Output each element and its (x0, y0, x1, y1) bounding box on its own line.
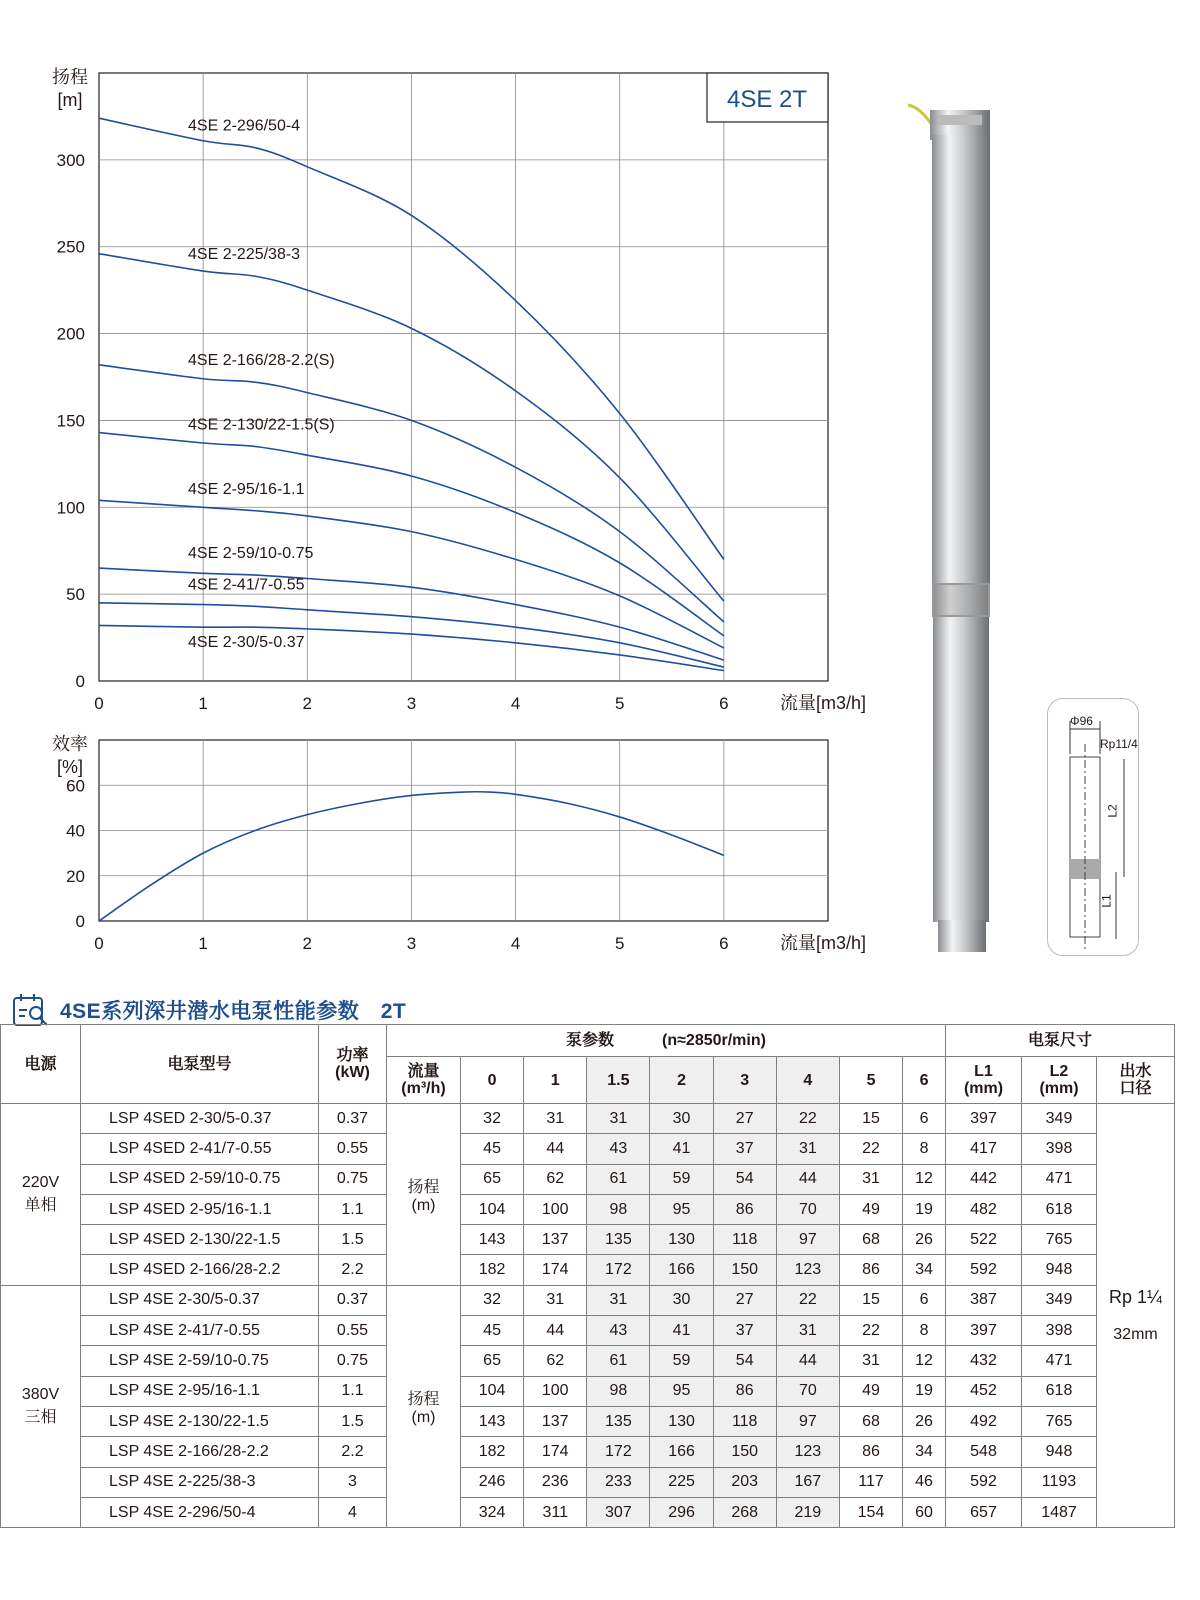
power-cell: 0.55 (319, 1316, 387, 1346)
head-value-cell: 86 (839, 1255, 902, 1285)
y-tick-label: 20 (66, 866, 85, 886)
head-value-cell: 19 (903, 1194, 946, 1224)
x-tick-label: 4 (510, 694, 521, 713)
calendar-search-icon (12, 993, 50, 1027)
model-cell: LSP 4SED 2-166/28-2.2 (81, 1255, 319, 1285)
thread-label: Rp11/4 (1100, 737, 1138, 751)
head-value-cell: 27 (713, 1285, 776, 1315)
voltage: 220V (21, 1173, 60, 1191)
head-value-cell: 324 (461, 1497, 524, 1527)
head-label-cell (387, 1285, 461, 1527)
head-label: 扬程 (407, 1178, 440, 1196)
head-value-cell: 12 (903, 1346, 946, 1376)
header-flow-value: 1 (524, 1057, 587, 1104)
model-cell: LSP 4SED 2-41/7-0.55 (81, 1134, 319, 1164)
header-flow-l2: (m³/h) (401, 1080, 446, 1097)
x-tick-label: 1 (198, 694, 208, 713)
dimension-cell: 618 (1022, 1376, 1097, 1406)
head-value-cell: 22 (839, 1316, 902, 1346)
x-tick-label: 3 (406, 934, 417, 953)
y-tick-label: 100 (56, 498, 85, 518)
curve-label: 4SE 2-166/28-2.2(S) (188, 352, 335, 370)
head-value-cell: 143 (461, 1225, 524, 1255)
x-tick-label: 5 (614, 694, 625, 713)
header-flow-value: 1.5 (587, 1057, 650, 1104)
dimension-cell: 657 (946, 1497, 1022, 1527)
x-axis-label: 流量[m3/h] (780, 693, 867, 713)
y-tick-label: 40 (66, 821, 85, 841)
model-cell: LSP 4SE 2-95/16-1.1 (81, 1376, 319, 1406)
head-value-cell: 26 (903, 1406, 946, 1436)
outlet-cell (1097, 1104, 1175, 1528)
header-l2-line2: (mm) (1039, 1080, 1079, 1097)
head-value-cell: 43 (587, 1316, 650, 1346)
header-l1 (946, 1057, 1022, 1104)
phase: 单相 (24, 1196, 57, 1214)
x-tick-label: 4 (510, 934, 521, 953)
head-value-cell: 268 (713, 1497, 776, 1527)
head-value-cell: 61 (587, 1346, 650, 1376)
dimension-cell: 948 (1022, 1437, 1097, 1467)
head-value-cell: 97 (776, 1225, 839, 1255)
model-cell: LSP 4SE 2-130/22-1.5 (81, 1406, 319, 1436)
head-value-cell: 95 (650, 1376, 713, 1406)
head-value-cell: 137 (524, 1225, 587, 1255)
power-cell: 1.1 (319, 1376, 387, 1406)
y-tick-label: 0 (75, 672, 85, 691)
head-value-cell: 22 (839, 1134, 902, 1164)
y-tick-label: 0 (75, 912, 85, 931)
l1-label: L1 (1099, 894, 1114, 908)
table-row (1, 1134, 1175, 1164)
head-value-cell: 98 (587, 1376, 650, 1406)
head-value-cell: 46 (903, 1467, 946, 1497)
head-unit: (m) (411, 1408, 436, 1426)
head-value-cell: 31 (587, 1104, 650, 1134)
head-value-cell: 182 (461, 1255, 524, 1285)
curve-label: 4SE 2-30/5-0.37 (188, 634, 305, 652)
head-value-cell: 8 (903, 1134, 946, 1164)
head-value-cell: 44 (776, 1346, 839, 1376)
head-value-cell: 65 (461, 1346, 524, 1376)
y-tick-label: 60 (66, 776, 85, 796)
pump-product-image (900, 95, 1010, 965)
efficiency-chart (0, 715, 900, 965)
head-value-cell: 62 (524, 1164, 587, 1194)
head-value-cell: 233 (587, 1467, 650, 1497)
head-value-cell: 166 (650, 1255, 713, 1285)
dimension-cell: 471 (1022, 1164, 1097, 1194)
head-value-cell: 59 (650, 1346, 713, 1376)
y-tick-label: 250 (56, 237, 85, 257)
head-value-cell: 68 (839, 1225, 902, 1255)
head-value-cell: 143 (461, 1406, 524, 1436)
dimension-cell: 442 (946, 1164, 1022, 1194)
dimension-cell: 432 (946, 1346, 1022, 1376)
header-dims: 电泵尺寸 (946, 1025, 1175, 1057)
head-value-cell: 130 (650, 1225, 713, 1255)
table-row (1, 1467, 1175, 1497)
model-cell: LSP 4SED 2-30/5-0.37 (81, 1104, 319, 1134)
curve-label: 4SE 2-41/7-0.55 (188, 576, 305, 594)
curve-label: 4SE 2-95/16-1.1 (188, 480, 305, 498)
head-value-cell: 26 (903, 1225, 946, 1255)
power-cell: 4 (319, 1497, 387, 1527)
header-flow-l1: 流量 (407, 1063, 440, 1080)
dimension-cell: 592 (946, 1255, 1022, 1285)
head-value-cell: 123 (776, 1255, 839, 1285)
head-value-cell: 22 (776, 1104, 839, 1134)
head-value-cell: 104 (461, 1376, 524, 1406)
table-row (1, 1285, 1175, 1315)
performance-table (0, 1024, 1175, 1528)
table-row (1, 1437, 1175, 1467)
head-value-cell: 135 (587, 1406, 650, 1436)
head-value-cell: 135 (587, 1225, 650, 1255)
model-cell: LSP 4SE 2-225/38-3 (81, 1467, 319, 1497)
y-axis-label-unit: [%] (56, 757, 84, 777)
header-flow-value: 4 (776, 1057, 839, 1104)
head-value-cell: 62 (524, 1346, 587, 1376)
dimension-cell: 417 (946, 1134, 1022, 1164)
curve-label: 4SE 2-296/50-4 (188, 117, 301, 135)
header-outlet-line1: 出水 (1119, 1063, 1152, 1080)
header-power-source: 电源 (1, 1025, 81, 1104)
head-value-cell: 104 (461, 1194, 524, 1224)
dimension-cell: 1193 (1022, 1467, 1097, 1497)
head-value-cell: 15 (839, 1285, 902, 1315)
l2-label: L2 (1105, 804, 1120, 818)
head-value-cell: 34 (903, 1255, 946, 1285)
diameter-label: Φ96 (1070, 714, 1093, 728)
head-value-cell: 296 (650, 1497, 713, 1527)
head-value-cell: 6 (903, 1285, 946, 1315)
head-value-cell: 172 (587, 1437, 650, 1467)
head-value-cell: 6 (903, 1104, 946, 1134)
head-value-cell: 15 (839, 1104, 902, 1134)
power-cell: 1.5 (319, 1225, 387, 1255)
header-flow-value: 5 (839, 1057, 902, 1104)
header-flow-value: 0 (461, 1057, 524, 1104)
power-cell: 3 (319, 1467, 387, 1497)
x-tick-label: 2 (302, 694, 313, 713)
header-model: 电泵型号 (81, 1025, 319, 1104)
header-power (319, 1025, 387, 1104)
header-power-l1: 功率 (336, 1047, 369, 1064)
dimension-cell: 618 (1022, 1194, 1097, 1224)
model-cell: LSP 4SE 2-30/5-0.37 (81, 1285, 319, 1315)
head-label: 扬程 (407, 1390, 440, 1408)
model-cell: LSP 4SE 2-41/7-0.55 (81, 1316, 319, 1346)
curve-label: 4SE 2-130/22-1.5(S) (188, 416, 335, 434)
dimension-cell: 492 (946, 1406, 1022, 1436)
model-cell: LSP 4SE 2-166/28-2.2 (81, 1437, 319, 1467)
model-cell: LSP 4SE 2-296/50-4 (81, 1497, 319, 1527)
head-unit: (m) (411, 1196, 436, 1214)
head-value-cell: 307 (587, 1497, 650, 1527)
head-value-cell: 60 (903, 1497, 946, 1527)
model-cell: LSP 4SED 2-59/10-0.75 (81, 1164, 319, 1194)
head-value-cell: 61 (587, 1164, 650, 1194)
head-value-cell: 167 (776, 1467, 839, 1497)
head-value-cell: 150 (713, 1437, 776, 1467)
curve-label: 4SE 2-225/38-3 (188, 246, 301, 264)
header-flow-value: 6 (903, 1057, 946, 1104)
head-value-cell: 150 (713, 1255, 776, 1285)
head-value-cell: 166 (650, 1437, 713, 1467)
head-value-cell: 219 (776, 1497, 839, 1527)
head-value-cell: 130 (650, 1406, 713, 1436)
head-value-cell: 31 (776, 1316, 839, 1346)
head-value-cell: 86 (713, 1194, 776, 1224)
power-cell: 2.2 (319, 1255, 387, 1285)
head-value-cell: 137 (524, 1406, 587, 1436)
dimension-cell: 387 (946, 1285, 1022, 1315)
header-pump-params: 泵参数 (n≈2850r/min) (387, 1025, 946, 1057)
dimension-cell: 349 (1022, 1104, 1097, 1134)
x-tick-label: 6 (719, 934, 729, 953)
power-cell: 1.1 (319, 1194, 387, 1224)
phase: 三相 (24, 1408, 57, 1426)
dimension-cell: 398 (1022, 1134, 1097, 1164)
power-cell: 0.37 (319, 1104, 387, 1134)
head-value-cell: 49 (839, 1194, 902, 1224)
chart-title: 4SE 2T (726, 86, 808, 113)
y-tick-label: 300 (56, 150, 85, 170)
x-tick-label: 3 (406, 694, 417, 713)
dimension-cell: 592 (946, 1467, 1022, 1497)
power-source-cell (1, 1285, 81, 1527)
head-value-cell: 203 (713, 1467, 776, 1497)
dimension-cell: 452 (946, 1376, 1022, 1406)
dimension-diagram (1047, 698, 1139, 956)
power-cell: 2.2 (319, 1437, 387, 1467)
head-flow-chart (0, 0, 900, 720)
table-row (1, 1255, 1175, 1285)
table-row (1, 1497, 1175, 1527)
table-row (1, 1225, 1175, 1255)
head-value-cell: 59 (650, 1164, 713, 1194)
curve-label: 4SE 2-59/10-0.75 (188, 545, 314, 563)
power-cell: 0.55 (319, 1134, 387, 1164)
head-value-cell: 236 (524, 1467, 587, 1497)
dimension-cell: 349 (1022, 1285, 1097, 1315)
head-value-cell: 118 (713, 1406, 776, 1436)
head-value-cell: 31 (839, 1164, 902, 1194)
model-cell: LSP 4SED 2-130/22-1.5 (81, 1225, 319, 1255)
head-value-cell: 123 (776, 1437, 839, 1467)
head-value-cell: 311 (524, 1497, 587, 1527)
head-value-cell: 54 (713, 1346, 776, 1376)
head-value-cell: 41 (650, 1134, 713, 1164)
x-tick-label: 0 (94, 934, 104, 953)
head-value-cell: 225 (650, 1467, 713, 1497)
x-tick-label: 1 (198, 934, 208, 953)
head-value-cell: 44 (776, 1164, 839, 1194)
head-value-cell: 22 (776, 1285, 839, 1315)
dimension-cell: 482 (946, 1194, 1022, 1224)
head-value-cell: 45 (461, 1316, 524, 1346)
head-value-cell: 32 (461, 1285, 524, 1315)
dimension-cell: 948 (1022, 1255, 1097, 1285)
head-value-cell: 45 (461, 1134, 524, 1164)
model-cell: LSP 4SED 2-95/16-1.1 (81, 1194, 319, 1224)
section-header (12, 993, 406, 1027)
head-value-cell: 41 (650, 1316, 713, 1346)
outlet-size: 32mm (1113, 1326, 1158, 1344)
y-tick-label: 150 (56, 411, 85, 431)
y-axis-label: 效率 (52, 734, 88, 754)
head-value-cell: 31 (587, 1285, 650, 1315)
head-value-cell: 182 (461, 1437, 524, 1467)
head-value-cell: 12 (903, 1164, 946, 1194)
dimension-cell: 1487 (1022, 1497, 1097, 1527)
header-l2-line1: L2 (1049, 1063, 1069, 1080)
y-tick-label: 200 (56, 324, 85, 344)
dimension-cell: 471 (1022, 1346, 1097, 1376)
head-value-cell: 70 (776, 1194, 839, 1224)
header-outlet (1097, 1057, 1175, 1104)
head-value-cell: 19 (903, 1376, 946, 1406)
header-l1-line1: L1 (974, 1063, 993, 1080)
table-row (1, 1164, 1175, 1194)
head-value-cell: 86 (839, 1437, 902, 1467)
outlet-thread: Rp 1¼ (1108, 1287, 1163, 1308)
table-row (1, 1376, 1175, 1406)
head-value-cell: 100 (524, 1194, 587, 1224)
header-flow-value: 2 (650, 1057, 713, 1104)
table-row (1, 1406, 1175, 1436)
head-value-cell: 172 (587, 1255, 650, 1285)
head-value-cell: 174 (524, 1255, 587, 1285)
head-value-cell: 95 (650, 1194, 713, 1224)
head-value-cell: 31 (524, 1285, 587, 1315)
header-power-l2: (kW) (335, 1064, 370, 1081)
head-value-cell: 246 (461, 1467, 524, 1497)
table-row (1, 1104, 1175, 1134)
header-flow-value: 3 (713, 1057, 776, 1104)
header-outlet-line2: 口径 (1119, 1080, 1152, 1097)
head-value-cell: 37 (713, 1316, 776, 1346)
header-l1-line2: (mm) (963, 1080, 1004, 1097)
head-value-cell: 154 (839, 1497, 902, 1527)
voltage: 380V (21, 1385, 60, 1403)
head-value-cell: 70 (776, 1376, 839, 1406)
head-value-cell: 8 (903, 1316, 946, 1346)
head-value-cell: 30 (650, 1104, 713, 1134)
section-title: 4SE系列深井潜水电泵性能参数 2T (60, 1000, 407, 1023)
head-value-cell: 27 (713, 1104, 776, 1134)
table-row (1, 1316, 1175, 1346)
power-cell: 0.37 (319, 1285, 387, 1315)
header-flow (387, 1057, 461, 1104)
head-value-cell: 54 (713, 1164, 776, 1194)
dimension-cell: 548 (946, 1437, 1022, 1467)
head-value-cell: 118 (713, 1225, 776, 1255)
x-tick-label: 0 (94, 694, 104, 713)
y-axis-label-unit: [m] (57, 90, 83, 110)
power-cell: 0.75 (319, 1164, 387, 1194)
power-source-cell (1, 1104, 81, 1286)
head-value-cell: 34 (903, 1437, 946, 1467)
x-tick-label: 6 (719, 694, 729, 713)
power-cell: 1.5 (319, 1406, 387, 1436)
head-value-cell: 37 (713, 1134, 776, 1164)
power-cell: 0.75 (319, 1346, 387, 1376)
table-row (1, 1194, 1175, 1224)
table-row (1, 1346, 1175, 1376)
head-value-cell: 31 (839, 1346, 902, 1376)
model-cell: LSP 4SE 2-59/10-0.75 (81, 1346, 319, 1376)
head-value-cell: 86 (713, 1376, 776, 1406)
head-label-cell (387, 1104, 461, 1286)
head-value-cell: 30 (650, 1285, 713, 1315)
head-value-cell: 31 (524, 1104, 587, 1134)
head-value-cell: 44 (524, 1134, 587, 1164)
head-value-cell: 174 (524, 1437, 587, 1467)
dimension-cell: 522 (946, 1225, 1022, 1255)
dimension-cell: 397 (946, 1316, 1022, 1346)
head-value-cell: 44 (524, 1316, 587, 1346)
head-value-cell: 100 (524, 1376, 587, 1406)
head-value-cell: 97 (776, 1406, 839, 1436)
head-value-cell: 49 (839, 1376, 902, 1406)
head-value-cell: 32 (461, 1104, 524, 1134)
head-value-cell: 31 (776, 1134, 839, 1164)
dimension-cell: 765 (1022, 1225, 1097, 1255)
head-value-cell: 43 (587, 1134, 650, 1164)
y-tick-label: 50 (66, 585, 85, 605)
head-value-cell: 98 (587, 1194, 650, 1224)
head-value-cell: 65 (461, 1164, 524, 1194)
x-tick-label: 5 (614, 934, 625, 953)
dimension-cell: 397 (946, 1104, 1022, 1134)
dimension-cell: 398 (1022, 1316, 1097, 1346)
header-l2 (1022, 1057, 1097, 1104)
dimension-cell: 765 (1022, 1406, 1097, 1436)
head-value-cell: 68 (839, 1406, 902, 1436)
head-value-cell: 117 (839, 1467, 902, 1497)
x-tick-label: 2 (302, 934, 313, 953)
y-axis-label: 扬程 (52, 67, 88, 87)
x-axis-label: 流量[m3/h] (780, 933, 867, 953)
